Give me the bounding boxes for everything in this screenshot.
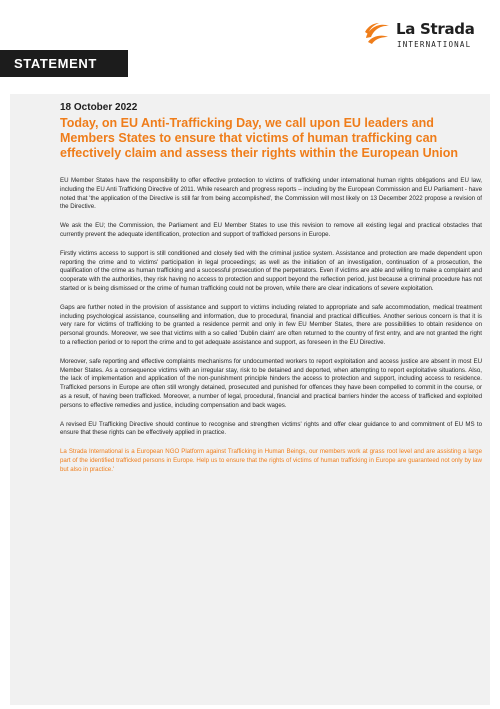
- paragraph: Gaps are further noted in the provision of assistance and support to victims including related to appropriate and safe accommodation, medical treatment including psychological assistance, counselling and information, due to procedural, financial and practical difficulties. Another serious concern is that it is very rare for victims of trafficking to be granted a residence permit and only in few EU Member States, there are possibilities to obtain residence on personal grounds. Moreover, we see that victims with a so called 'Dublin claim' are often returned to the country of first entry, and are not granted the right to a reflection period or to report the crime and to get adequate assistance and support, as foreseen in the EU Directive.: [60, 303, 482, 346]
- paragraph: A revised EU Trafficking Directive should continue to recognise and strengthen victims' rights and offer clear guidance to and commitment of EU MS to ensure that these rights can be effectively applied in practice.: [60, 420, 482, 437]
- logo-subtitle: INTERNATIONAL: [397, 40, 472, 49]
- paragraph: Firstly victims access to support is still conditioned and closely tied with the criminal justice system. Assistance and protection are made dependent upon reporting the crime and to victims' participation in legal proceedings; as well as the initiation of an investigation, continuation of a prosecution, the qualification of the crime as human trafficking and a successful prosecution of the perpetrators. Even if victims are able and willing to make a complaint and cooperate with the authorities, they risk having no access to protection and support beyond the reflection period, just because a criminal procedure has not started or is being dismissed or the crime of human trafficking could not be proven, while there are clear indications of severe exploitation.: [60, 249, 482, 292]
- logo-name: La Strada: [396, 20, 475, 38]
- paragraph: We ask the EU; the Commission, the Parliament and EU Member States to use this revision to remove all existing legal and practical obstacles that currently prevent the adequate identification, protection and support of trafficked persons in Europe.: [60, 222, 482, 238]
- statement-body: [10, 94, 490, 705]
- paragraph: EU Member States have the responsibility to offer effective protection to victims of trafficking under international human rights obligations and EU law, including the EU Anti Trafficking Directive of 2011. While research and progress reports – including by the European Commission and EU Parliament - have noted that 'the application of the Directive is still far from being accomplished', the Commission will most likely on 13 December 2022 propose a revision of the Directive.: [60, 177, 482, 211]
- statement-headline: Today, on EU Anti-Trafficking Day, we call upon EU leaders and Members States to ensure that victims of human trafficking can effectively claim and assess their rights within the European Union: [60, 116, 459, 160]
- statement-label: STATEMENT: [14, 56, 97, 71]
- la-strada-swirl-icon: [362, 18, 392, 48]
- statement-banner: [0, 50, 128, 77]
- la-strada-logo: [362, 14, 482, 58]
- paragraph: Moreover, safe reporting and effective complaints mechanisms for undocumented workers to report exploitation and access justice are absent in most EU Member States. As a consequence victims with an irregular stay, risk to be detained and deported, when attempting to report exploitative situations. Also, the lack of implementation and application of the non-punishment principle hinders the access to protection and support, including access to residence. Trafficked persons in Europe are often still wrongly detained, prosecuted and punished for offences they have been compelled to commit in the course, or as a result, of having been trafficked. Moreover, a number of legal, procedural, financial and practical barriers hinder the access of trafficked and exploited persons to effective remedies and justice, including compensation and back wages.: [60, 357, 482, 409]
- organisation-note: La Strada International is a European NGO Platform against Trafficking in Human Beings, our members work at grass root level and are assisting a large part of the identified trafficked persons in Europe. Help us to ensure that the rights of victims of human trafficking in Europe are guaranteed not only by law but also in practice.': [60, 448, 482, 473]
- statement-date: 18 October 2022: [60, 102, 138, 113]
